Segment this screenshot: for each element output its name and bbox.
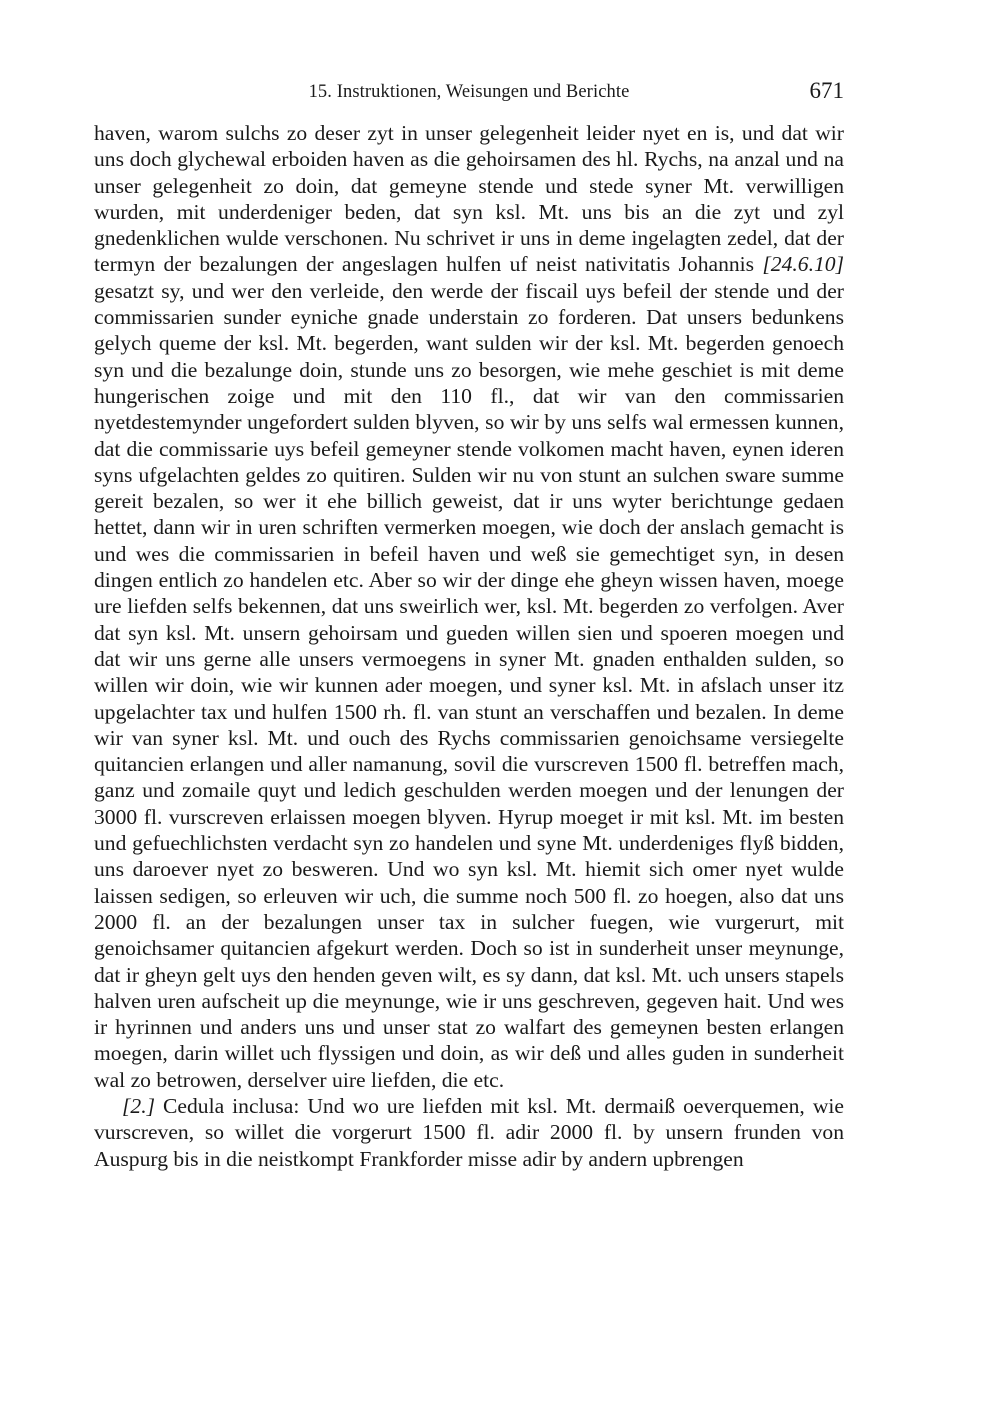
- date-annotation: [24.6.10]: [762, 252, 844, 277]
- text-segment: gesatzt sy, und wer den verleide, den werde der fiscail uys befeil der stende und der commissarien sunder eyniche gnade understain zo forderen. Dat unsers bedunkens gelych queme der ksl. Mt. begerden, want sulden wir der ksl. Mt. begerden genoech syn und die bezalunge doin, stunde uns zo besorgen, wie mehe geschiet is mit deme hungerischen zoige und mit den 110 fl., dat wir van den commissarien nyetdestemynder ungefordert sulden blyven, so wir by uns selfs wal ermessen kunnen, dat die commissarie uys befeil gemeyner stende volkomen macht haven, eynen ideren syns ufgelachten geldes zo quitiren. Sulden wir nu von stunt an sulchen sware summe gereit bezalen, so wer it ehe billich geweist, dat ir uns wyter berichtunge gedaen hettet, dann wir in uren schriften vermerken moegen, wie doch der anslach gemacht is und wes die commissarien in befeil haven und weß sie gemechtiget syn, in desen dingen entlich zo handelen etc. Aber so wir der dinge ehe gheyn wissen haven, moege ure liefden selfs bekennen, dat uns sweirlich wer, ksl. Mt. begerden zo verfolgen. Aver dat syn ksl. Mt. unsern gehoirsam und gueden willen sien und spoeren moegen und dat wir uns gerne alle unsers vermoegens in syner Mt. gnaden enthalden sulden, so willen wir doin, wie wir kunnen ader moegen, und syner ksl. Mt. in afslach unser itz upgelachter tax und hulfen 1500 rh. fl. van stunt an verschaffen und bezalen. In deme wir van syner ksl. Mt. und ouch des Rychs commissarien genoichsame versiegelte quitancien erlangen und aller namanung, sovil die vurscreven 1500 fl. betreffen mach, ganz und zomaile quyt und ledich geschulden werden moegen und der lenungen der 3000 fl. vurscreven erlaissen moegen blyven. Hyrup moeget ir mit ksl. Mt. im besten und gefuechlichsten verdacht syn zo handelen und syne Mt. underdeniges flyß bidden, uns daroever nyet zo besweren. Und wo syn ksl. Mt. hiemit sich omer nyet wulde laissen sedigen, so erleuven wir uch, die summe noch 500 fl. zo hoegen, also dat uns 2000 fl. an der bezalungen unser tax in sulcher fuegen, wie vurgerurt, mit genoichsamer quitancien afgekurt werden. Doch so ist in sunderheit unser meynunge, dat ir gheyn gelt uys den henden geven wilt, es sy dann, dat ksl. Mt. uch unsers stapels halven uren aufscheit up die meynunge, wie ir uns geschreven, gegeven hait. Und wes ir hyrinnen und anders uns und unser stat zo walfart des gemeynen besten erlangen moegen, darin willet uch flyssigen und doin, as wir deß und alles guden in sunderheit wal zo betrowen, derselver uire liefden, die etc.: [94, 278, 844, 1092]
- paragraph-main: [94, 120, 844, 1093]
- page-number: 671: [809, 78, 844, 103]
- running-title: 15. Instruktionen, Weisungen und Berichte: [308, 82, 630, 102]
- text-segment: haven, warom sulchs zo deser zyt in unser gelegenheit leider nyet en is, und dat wir uns doch glychewal erboiden haven as die gehoirsamen des hl. Rychs, na anzal und na unser gelegenheit zo doin, dat gemeyne stende und stede syner Mt. verwilligen wurden, mit underdeniger beden, dat syn ksl. Mt. uns bis an die zyt und zyl gnedenklichen wulde verschonen. Nu schrivet ir uns in deme ingelagten zedel, dat der termyn der bezalungen der angeslagen hulfen uf neist nativitatis Johannis: [94, 121, 844, 277]
- section-marker: [2.]: [122, 1093, 156, 1118]
- running-head: [94, 78, 844, 110]
- text-segment: Cedula inclusa: Und wo ure liefden mit ksl. Mt. dermaiß oeverquemen, wie vurscreven, so willet die vorgerurt 1500 fl. adir 2000 fl. by unsern frunden von Auspurg bis in die neistkompt Frankforder misse adir by andern upbrengen: [94, 1093, 844, 1171]
- paragraph-cedula: [94, 1093, 844, 1172]
- body-text: [94, 120, 844, 1172]
